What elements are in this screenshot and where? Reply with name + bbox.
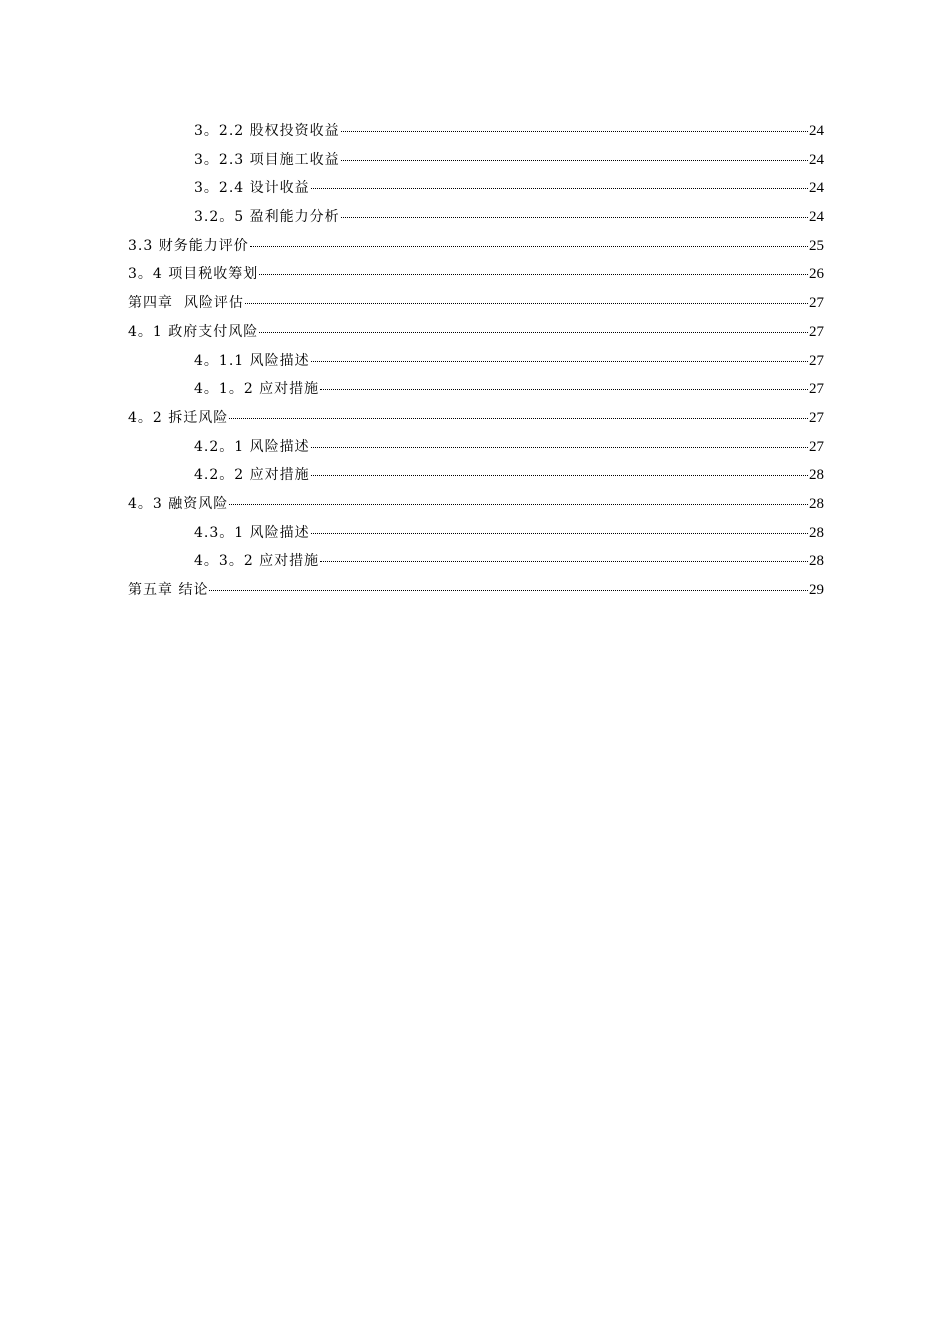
toc-entry-label: 第四章 风险评估 xyxy=(128,295,244,312)
toc-entry-page: 27 xyxy=(809,438,824,455)
toc-entry-3-2-3[interactable] xyxy=(128,146,824,175)
toc-entry-label: 4。2 拆迁风险 xyxy=(128,409,229,426)
toc-entry-4-3-2[interactable] xyxy=(128,547,824,576)
toc-entry-page: 25 xyxy=(809,237,824,254)
toc-dot-leader xyxy=(245,303,808,304)
toc-entry-label: 4.2。2 应对措施 xyxy=(194,467,310,484)
toc-entry-label: 4。1 政府支付风险 xyxy=(128,323,259,340)
toc-dot-leader xyxy=(341,131,808,132)
toc-dot-leader xyxy=(209,590,808,591)
toc-entry-label: 3。2.3 项目施工收益 xyxy=(194,151,340,168)
toc-entry-page: 24 xyxy=(809,209,824,226)
toc-entry-label: 4.3。1 风险描述 xyxy=(194,524,310,541)
toc-entry-4-1[interactable] xyxy=(128,318,824,347)
toc-entry-label: 第五章 结论 xyxy=(128,582,209,598)
table-of-contents xyxy=(128,117,824,605)
toc-dot-leader xyxy=(341,217,808,218)
toc-dot-leader xyxy=(311,361,808,362)
toc-entry-page: 26 xyxy=(809,266,824,283)
toc-entry-label: 3.2。5 盈利能力分析 xyxy=(194,209,340,226)
toc-dot-leader xyxy=(259,332,808,333)
toc-entry-4-3[interactable] xyxy=(128,490,824,519)
toc-entry-label: 3。2.4 设计收益 xyxy=(194,180,310,197)
toc-dot-leader xyxy=(229,504,808,505)
toc-dot-leader xyxy=(229,418,808,419)
toc-entry-page: 27 xyxy=(809,409,824,426)
toc-entry-label: 3.3 财务能力评价 xyxy=(128,237,249,254)
toc-dot-leader xyxy=(250,246,808,247)
toc-dot-leader xyxy=(341,160,808,161)
toc-dot-leader xyxy=(259,274,808,275)
toc-entry-3-4[interactable] xyxy=(128,260,824,289)
toc-entry-label: 4。3 融资风险 xyxy=(128,495,229,512)
toc-dot-leader xyxy=(311,447,808,448)
toc-entry-label: 4。3。2 应对措施 xyxy=(194,553,320,570)
toc-entry-chapter-5[interactable] xyxy=(128,576,824,605)
toc-entry-4-2-2[interactable] xyxy=(128,461,824,490)
toc-entry-page: 27 xyxy=(809,381,824,398)
toc-entry-page: 24 xyxy=(809,151,824,168)
toc-entry-3-2-4[interactable] xyxy=(128,174,824,203)
toc-entry-label: 3。4 项目税收筹划 xyxy=(128,266,259,283)
toc-entry-label: 4.2。1 风险描述 xyxy=(194,438,310,455)
toc-dot-leader xyxy=(320,389,808,390)
toc-entry-label: 3。2.2 股权投资收益 xyxy=(194,123,340,139)
toc-entry-3-2-2[interactable] xyxy=(128,117,824,146)
toc-entry-3-3[interactable] xyxy=(128,232,824,261)
toc-entry-page: 27 xyxy=(809,323,824,340)
toc-entry-page: 24 xyxy=(809,123,824,139)
toc-entry-3-2-5[interactable] xyxy=(128,203,824,232)
toc-entry-4-1-2[interactable] xyxy=(128,375,824,404)
toc-entry-page: 28 xyxy=(809,467,824,484)
toc-dot-leader xyxy=(320,561,808,562)
toc-entry-page: 28 xyxy=(809,495,824,512)
toc-dot-leader xyxy=(311,475,808,476)
toc-entry-page: 28 xyxy=(809,553,824,570)
toc-entry-page: 29 xyxy=(809,582,824,598)
toc-entry-4-2-1[interactable] xyxy=(128,433,824,462)
toc-entry-page: 24 xyxy=(809,180,824,197)
toc-entry-label: 4。1.1 风险描述 xyxy=(194,352,310,369)
toc-entry-page: 27 xyxy=(809,352,824,369)
toc-entry-page: 28 xyxy=(809,524,824,541)
toc-entry-label: 4。1。2 应对措施 xyxy=(194,381,320,398)
toc-entry-page: 27 xyxy=(809,295,824,312)
toc-entry-4-2[interactable] xyxy=(128,404,824,433)
toc-dot-leader xyxy=(311,533,808,534)
toc-entry-4-3-1[interactable] xyxy=(128,519,824,548)
toc-dot-leader xyxy=(311,188,808,189)
toc-entry-4-1-1[interactable] xyxy=(128,347,824,376)
toc-entry-chapter-4[interactable] xyxy=(128,289,824,318)
